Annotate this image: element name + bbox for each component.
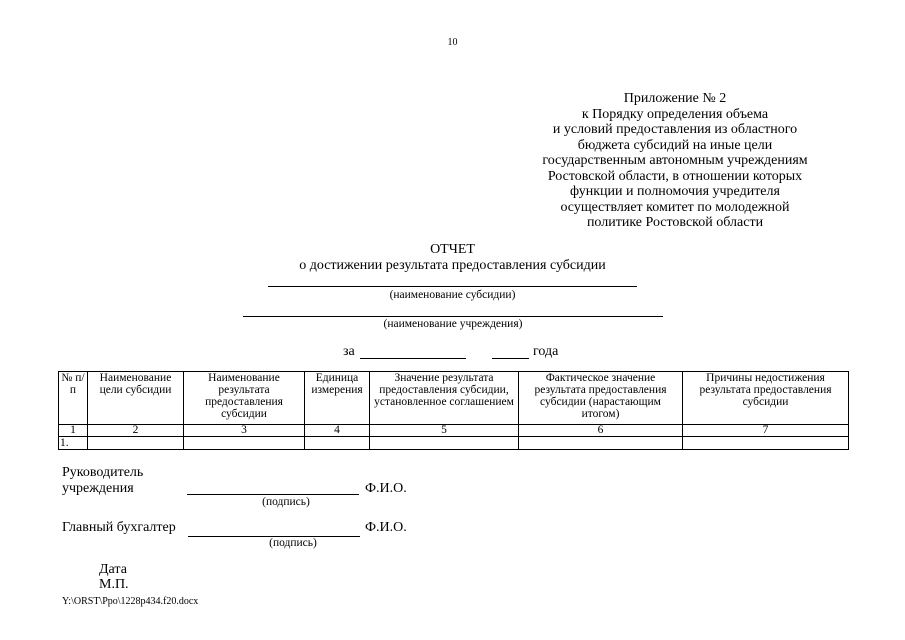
- column-number: 1: [59, 425, 88, 437]
- header-cell: Значение результата предоставления субсидии, установленное соглашением: [370, 372, 519, 425]
- report-table: [58, 371, 849, 450]
- file-path: Y:\ORST\Ppo\1228p434.f20.docx: [62, 596, 199, 607]
- appendix-line: к Порядку определения объема: [581, 106, 769, 122]
- period-blank[interactable]: [360, 358, 466, 359]
- accountant-label: Главный бухгалтер: [62, 520, 176, 535]
- appendix-line: Ростовской области, в отношении которых: [547, 168, 803, 184]
- table-header-row: [59, 372, 849, 425]
- appendix-line: функции и полномочия учредителя: [570, 184, 780, 199]
- column-number: 5: [370, 425, 519, 437]
- appendix-line: политике Ростовской области: [586, 215, 764, 230]
- subsidy-name-caption: (наименование субсидии): [389, 289, 516, 301]
- accountant-fio: Ф.И.О.: [365, 520, 407, 535]
- page-number: 10: [447, 37, 458, 48]
- table-cell[interactable]: [683, 437, 849, 450]
- header-cell: № п/п: [59, 372, 88, 425]
- header-cell: Единица измерения: [305, 372, 370, 425]
- table-cell[interactable]: [184, 437, 305, 450]
- column-number: 2: [88, 425, 184, 437]
- report-title: ОТЧЕТ: [430, 242, 475, 257]
- header-cell: Наименование цели субсидии: [88, 372, 184, 425]
- subsidy-name-blank[interactable]: [268, 286, 637, 287]
- head-signature-caption: (подпись): [262, 496, 310, 508]
- column-number: 3: [184, 425, 305, 437]
- column-number: 4: [305, 425, 370, 437]
- appendix-line: государственным автономным учреждениям: [542, 153, 808, 168]
- column-number-row: [59, 425, 849, 437]
- stamp-label: М.П.: [99, 577, 129, 592]
- head-signature-blank[interactable]: [187, 494, 359, 495]
- appendix-line: Приложение № 2: [623, 91, 727, 106]
- year-blank[interactable]: [492, 358, 529, 359]
- column-number: 7: [683, 425, 849, 437]
- accountant-signature-caption: (подпись): [269, 537, 317, 549]
- head-label: [62, 465, 143, 497]
- column-number: 6: [519, 425, 683, 437]
- head-label-line: Руководитель: [62, 465, 144, 480]
- header-cell: Наименование результата предоставления субсидии: [184, 372, 305, 425]
- institution-name-blank[interactable]: [243, 316, 663, 317]
- report-subtitle: о достижении результата предоставления субсидии: [299, 258, 606, 273]
- header-cell: Причины недостижения результата предоставления субсидии: [683, 372, 849, 425]
- date-label: Дата: [99, 562, 127, 577]
- table-cell: 1.: [59, 437, 88, 450]
- table-cell[interactable]: [305, 437, 370, 450]
- period-prefix: за: [343, 344, 355, 359]
- header-cell: Фактическое значение результата предоставления субсидии (нарастающим итогом): [519, 372, 683, 425]
- table-cell[interactable]: [370, 437, 519, 450]
- appendix-line: осуществляет комитет по молодежной: [560, 199, 790, 215]
- table-cell[interactable]: [519, 437, 683, 450]
- institution-name-caption: (наименование учреждения): [383, 318, 523, 330]
- head-fio: Ф.И.О.: [365, 481, 407, 496]
- appendix-line: бюджета субсидий на иные цели: [577, 137, 773, 153]
- appendix-block: [510, 91, 840, 231]
- head-label-line: учреждения: [62, 481, 134, 496]
- appendix-line: и условий предоставления из областного: [552, 122, 798, 137]
- table-cell[interactable]: [88, 437, 184, 450]
- table-row: [59, 437, 849, 450]
- period-suffix: года: [533, 344, 559, 359]
